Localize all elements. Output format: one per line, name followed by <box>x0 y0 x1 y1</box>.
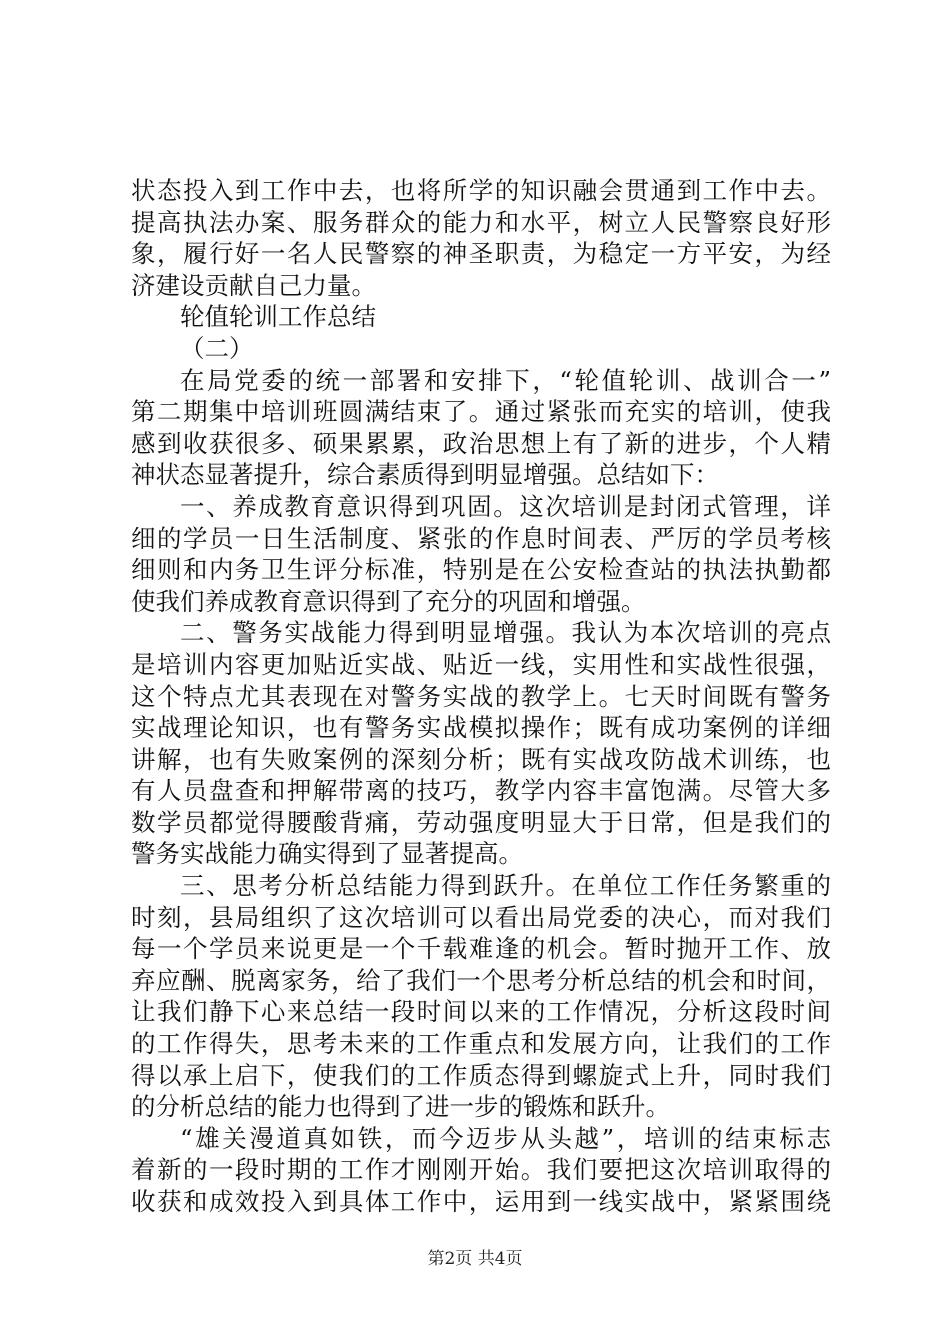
paragraph-line: 每一个学员来说更是一个千载难逢的机会。暂时抛开工作、放 <box>131 934 831 964</box>
paragraph-line: 感到收获很多、硕果累累，政治思想上有了新的进步，个人精 <box>131 428 831 458</box>
paragraph-line: “雄关漫道真如铁，而今迈步从头越”，培训的结束标志 <box>180 1123 831 1153</box>
paragraph-line: 讲解，也有失败案例的深刻分析；既有实战攻防战术训练，也 <box>131 744 831 774</box>
paragraph-line: 三、思考分析总结能力得到跃升。在单位工作任务繁重的 <box>180 871 831 901</box>
paragraph-line: 着新的一段时期的工作才刚刚开始。我们要把这次培训取得的 <box>131 1155 831 1185</box>
paragraph-line: 的分析总结的能力也得到了进一步的锻炼和跃升。 <box>131 1092 670 1122</box>
paragraph-line: 第二期集中培训班圆满结束了。通过紧张而充实的培训，使我 <box>131 397 831 427</box>
paragraph-line: 在局党委的统一部署和安排下，“轮值轮训、战训合一” <box>180 365 831 395</box>
paragraph-line: 的工作得失，思考未来的工作重点和发展方向，让我们的工作 <box>131 1029 831 1059</box>
paragraph-line: 轮值轮训工作总结 <box>180 302 376 332</box>
paragraph-line: 使我们养成教育意识得到了充分的巩固和增强。 <box>131 586 646 616</box>
paragraph-line: 细则和内务卫生评分标准，特别是在公安检查站的执法执勤都 <box>131 555 831 585</box>
paragraph-line: 让我们静下心来总结一段时间以来的工作情况，分析这段时间 <box>131 997 831 1027</box>
paragraph-line: 提高执法办案、服务群众的能力和水平，树立人民警察良好形 <box>131 207 831 237</box>
paragraph-line: 状态投入到工作中去，也将所学的知识融会贯通到工作中去。 <box>131 176 831 205</box>
document-body <box>131 175 831 1218</box>
paragraph-line: 这个特点尤其表现在对警务实战的教学上。七天时间既有警务 <box>131 681 831 711</box>
paragraph-line: 时刻，县局组织了这次培训可以看出局党委的决心，而对我们 <box>131 902 831 932</box>
paragraph-line: 一、养成教育意识得到巩固。这次培训是封闭式管理，详 <box>180 491 831 521</box>
page-footer: 第2页 共4页 <box>427 1249 523 1269</box>
paragraph-line: 有人员盘查和押解带离的技巧，教学内容丰富饱满。尽管大多 <box>131 776 831 806</box>
paragraph-line: 弃应酬、脱离家务，给了我们一个思考分析总结的机会和时间， <box>131 965 831 995</box>
paragraph-line: 济建设贡献自己力量。 <box>131 270 376 300</box>
paragraph-line: 是培训内容更加贴近实战、贴近一线，实用性和实战性很强， <box>131 649 831 679</box>
paragraph-line: 实战理论知识，也有警务实战模拟操作；既有成功案例的详细 <box>131 713 831 743</box>
paragraph-line: 警务实战能力确实得到了显著提高。 <box>131 839 523 869</box>
paragraph-line: 细的学员一日生活制度、紧张的作息时间表、严厉的学员考核 <box>131 523 831 553</box>
paragraph-line: 得以承上启下，使我们的工作质态得到螺旋式上升，同时我们 <box>131 1060 831 1090</box>
paragraph-line: （二） <box>180 333 254 363</box>
paragraph-line: 数学员都觉得腰酸背痛，劳动强度明显大于日常，但是我们的 <box>131 807 831 837</box>
paragraph-line: 象，履行好一名人民警察的神圣职责，为稳定一方平安，为经 <box>131 239 831 269</box>
paragraph-line: 收获和成效投入到具体工作中，运用到一线实战中，紧紧围绕 <box>131 1187 831 1216</box>
paragraph-line: 二、警务实战能力得到明显增强。我认为本次培训的亮点 <box>180 618 831 648</box>
paragraph-line: 神状态显著提升，综合素质得到明显增强。总结如下： <box>131 460 719 490</box>
